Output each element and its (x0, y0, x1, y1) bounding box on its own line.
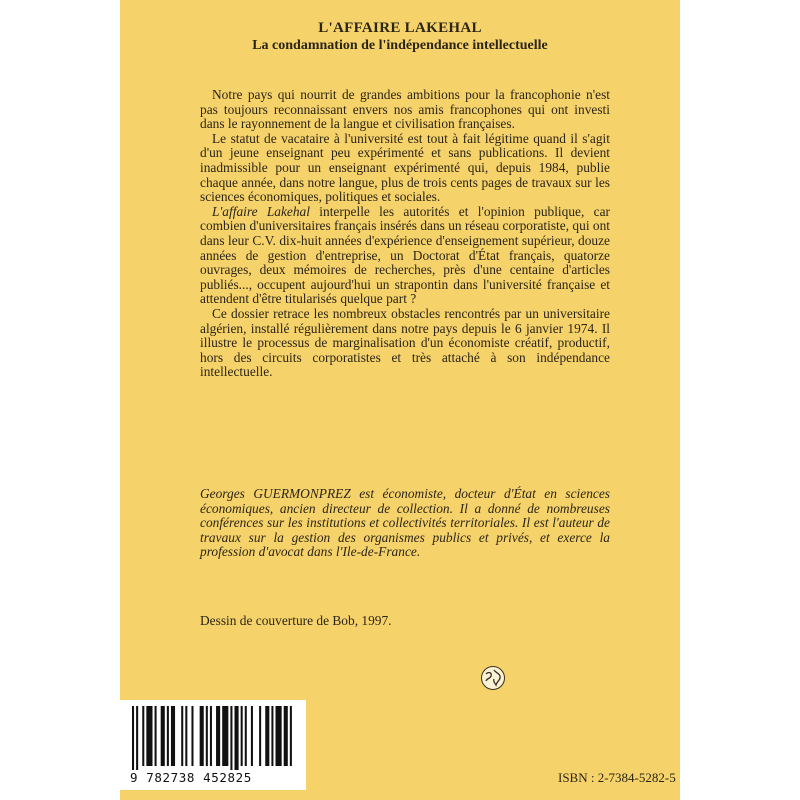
blurb-paragraph-3-text: interpelle les autorités et l'opinion publique, car combien d'universitaires français insérés dans un réseau corporatiste, qui ont dans leur C.V. dix-huit années d'expérience d'enseignement supérieur, douze années de gestion d'entreprise, un Doctorat d'État français, quatorze ouvrages, deux mémoires de recherches, près d'une centaine d'articles publiés..., occupent aujourd'hui un strapontin dans l'université française et attendent d'être titularisés quelque part ? (200, 203, 610, 307)
barcode-bar (241, 706, 243, 766)
barcode-bar (206, 706, 208, 766)
barcode-bar (146, 706, 152, 766)
barcode-bar (185, 706, 187, 766)
isbn: ISBN : 2-7384-5282-5 (558, 770, 676, 785)
book-title: L'AFFAIRE LAKEHAL (318, 20, 482, 36)
author-bio: Georges GUERMONPREZ est économiste, docteur d'État en sciences économiques, ancien directeur de collection. Il a donné de nombreuses conférences sur les institutions et collectivités territoriales. Il est l'auteur de travaux sur la gestion des organismes publics et privés, et exerce la profession d'avocat dans l'Ile-de-France. (200, 486, 610, 560)
barcode-bar (142, 706, 144, 766)
barcode-bar (136, 706, 138, 770)
blurb-paragraph-4: Ce dossier retrace les nombreux obstacles rencontrés par un universitaire algérien, installé régulièrement dans notre pays depuis le 6 janvier 1974. Il illustre le processus de marginalisation d'un économiste créatif, productif, hors des circuits corporatistes et très attaché à son indépendance intellectuelle. (200, 305, 610, 380)
barcode-bar (171, 706, 175, 766)
barcode-bar (290, 706, 292, 766)
barcode-bar (161, 706, 165, 766)
barcode (120, 700, 306, 790)
barcode-bar (265, 706, 269, 766)
barcode-bar (210, 706, 212, 766)
barcode-digits: 9 782738 452825 (130, 770, 252, 785)
barcode-bar (181, 706, 183, 766)
barcode-bar (251, 706, 253, 766)
blurb-paragraph-1: Notre pays qui nourrit de grandes ambitions pour la francophonie n'est pas toujours reconnaissant envers nos amis francophones qui ont investi dans le rayonnement de la langue et civilisation françaises. (200, 87, 610, 132)
barcode-bar (222, 706, 228, 766)
blurb-paragraph-3 (200, 205, 610, 307)
barcode-bar (245, 706, 247, 766)
barcode-bar (284, 706, 288, 766)
barcode-bar (230, 706, 232, 770)
publisher-globe-logo-icon (480, 665, 506, 691)
blurb (200, 88, 610, 380)
barcode-bar (191, 706, 193, 766)
barcode-bar (132, 706, 134, 770)
barcode-bar (167, 706, 169, 766)
barcode-bar (216, 706, 220, 766)
book-subtitle: La condamnation de l'indépendance intellectuelle (252, 38, 548, 53)
barcode-bar (155, 706, 157, 766)
barcode-bar (276, 706, 282, 766)
italic-lead: L'affaire Lakehal (212, 203, 310, 219)
barcode-bars (130, 706, 298, 770)
barcode-bar (235, 706, 239, 770)
barcode-bar (200, 706, 204, 766)
cover-credit: Dessin de couverture de Bob, 1997. (200, 613, 392, 628)
back-cover (120, 0, 680, 800)
blurb-paragraph-2: Le statut de vacataire à l'université est tout à fait légitime quand il s'agit d'un jeune enseignant peu expérimenté et sans publications. Il devient inadmissible pour un enseignant expérimenté qui, depuis 1984, publie chaque année, dans notre langue, plus de trois cents pages de travaux sur les sciences économiques, politiques et sociales. (200, 130, 610, 205)
barcode-bar (259, 706, 261, 766)
barcode-bar (271, 706, 273, 766)
